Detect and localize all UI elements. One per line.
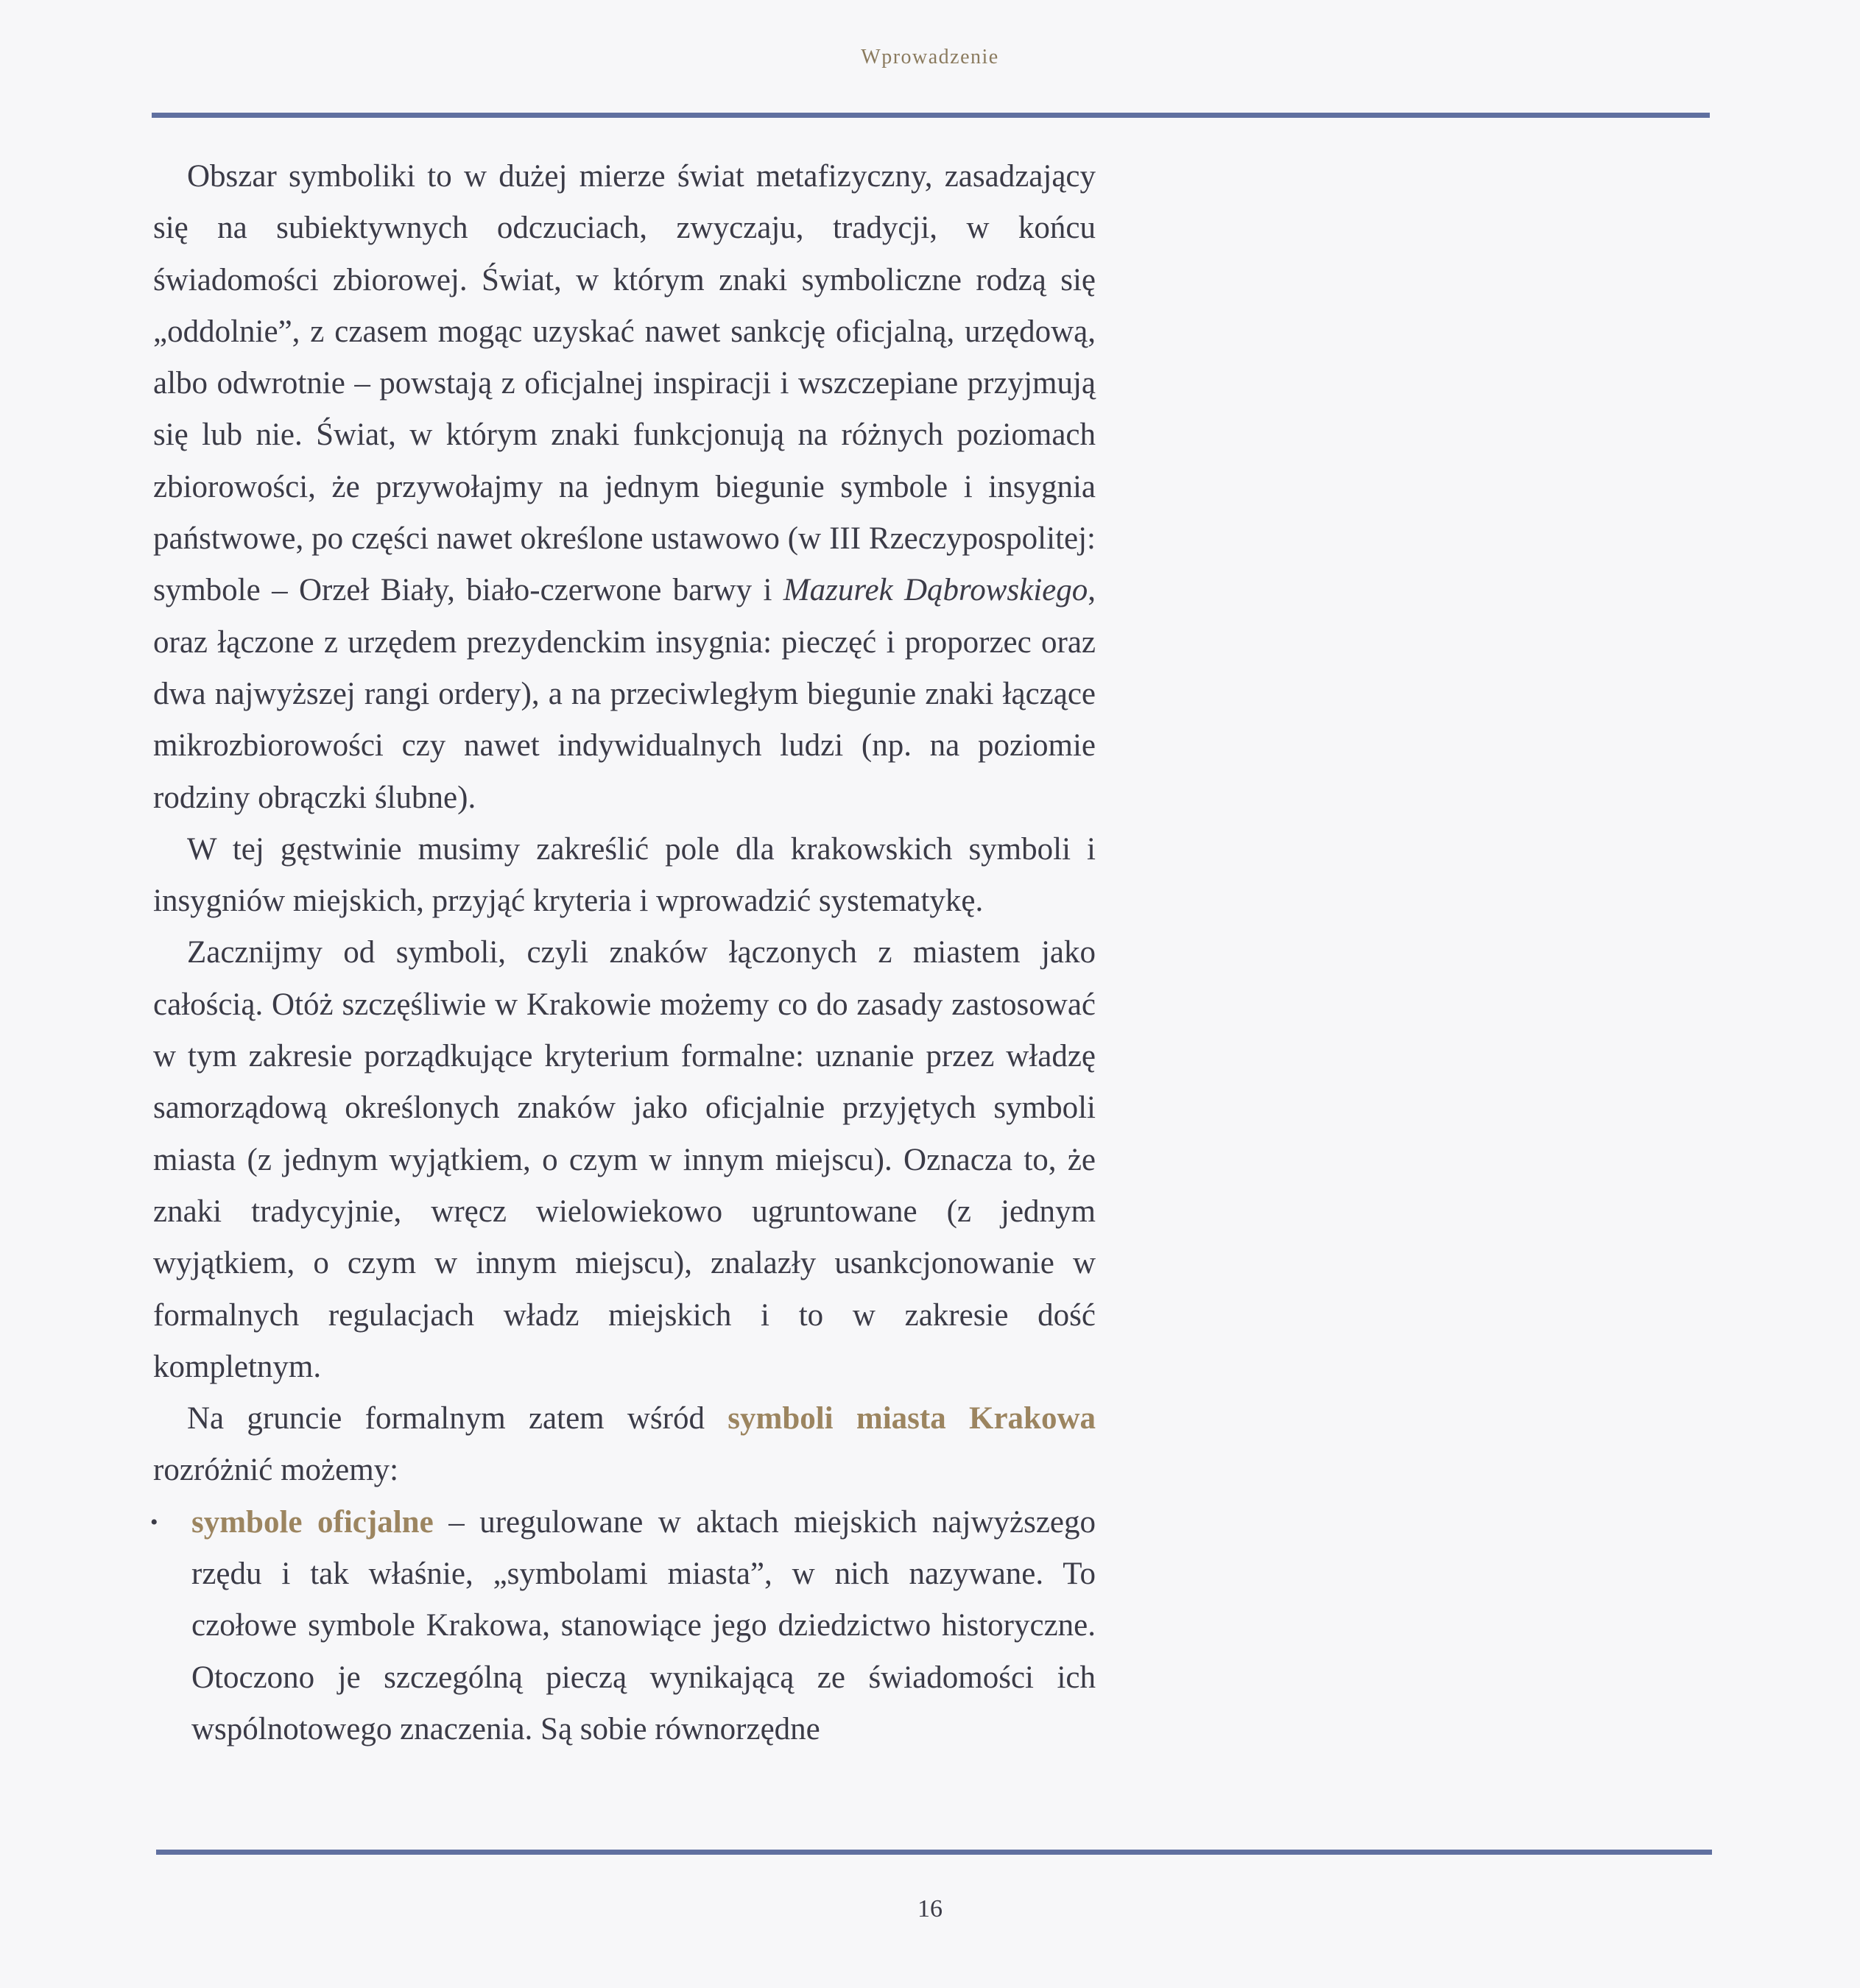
list-item [150, 1497, 1096, 1755]
paragraph-4-end: rozróżnić możemy: [153, 1453, 399, 1488]
highlight-official-symbols: symbole oficjalne [191, 1504, 434, 1540]
paragraph-1-text: Obszar symboliki to w dużej mierze świat metafizyczny, zasadzający się na subiektywnych odczuciach, zwyczaju, tradycji, w końcu świadomości zbiorowej. Świat, w którym znaki symboliczne rodzą się „oddolnie”, z czasem mogąc uzyskać nawet sankcję oficjalną, urzędową, albo odwrotnie – powstają z oficjalnej inspiracji i wszczepiane przyjmują się lub nie. Świat, w którym znaki funkcjonują na różnych poziomach zbiorowości, że przywołajmy na jednym biegunie symbole i insygnia państwowe, po części nawet określone ustawowo (w III Rzeczypospolitej: symbole – Orzeł Biały, biało-czerwone barwy i [153, 159, 1096, 608]
paragraph-1-italic-title: Mazurek Dąbrowskiego [783, 573, 1088, 608]
bullet-icon: • [150, 1509, 158, 1534]
list-item-text [191, 1497, 1096, 1755]
paragraph-4 [153, 1393, 1096, 1497]
top-rule [152, 113, 1710, 118]
paragraph-4-start: Na gruncie formalnym zatem wśród [187, 1401, 728, 1437]
running-head: Wprowadzenie [861, 46, 999, 68]
highlight-symbols-krakow: symboli miasta Krakowa [728, 1401, 1096, 1437]
paragraph-3: Zacznijmy od symboli, czyli znaków łączonych z miastem jako całością. Otóż szczęśliwie w Krakowie możemy co do zasady zastosować w tym zakresie porządkujące kryterium formalne: uznanie przez władzę samorządową określonych znaków jako oficjalnie przyjętych symboli miasta (z jednym wyjątkiem, o czym w innym miejscu). Oznacza to, że znaki tradycyjnie, wręcz wielowiekowo ugruntowane (z jednym wyjątkiem, o czym w innym miejscu), znalazły usankcjonowanie w formalnych regulacjach władz miejskich i to w zakresie dość kompletnym. [153, 935, 1096, 1384]
bottom-rule [156, 1850, 1712, 1855]
paragraph-2: W tej gęstwinie musimy zakreślić pole dla krakowskich symboli i insygniów miejskich, przyjąć kryteria i wprowadzić systematykę. [153, 831, 1096, 919]
paragraph-1 [153, 151, 1096, 824]
body-text [150, 151, 1096, 1755]
page-number: 16 [917, 1895, 943, 1922]
paragraph-1-end: , oraz łączone z urzędem prezydenckim insygnia: pieczęć i proporzec oraz dwa najwyższej rangi ordery), a na przeciwległym biegunie znaki łączące mikrozbiorowości czy nawet indywidualnych ludzi (np. na poziomie rodziny obrączki ślubne). [153, 573, 1096, 815]
list-item-1-text: – uregulowane w aktach miejskich najwyższego rzędu i tak właśnie, „symbolami miasta”, w nich nazywane. To czołowe symbole Krakowa, stanowiące jego dziedzictwo historyczne. Otoczono je szczególną pieczą wynikającą ze świadomości ich wspólnotowego znaczenia. Są sobie równorzędne [191, 1504, 1096, 1746]
